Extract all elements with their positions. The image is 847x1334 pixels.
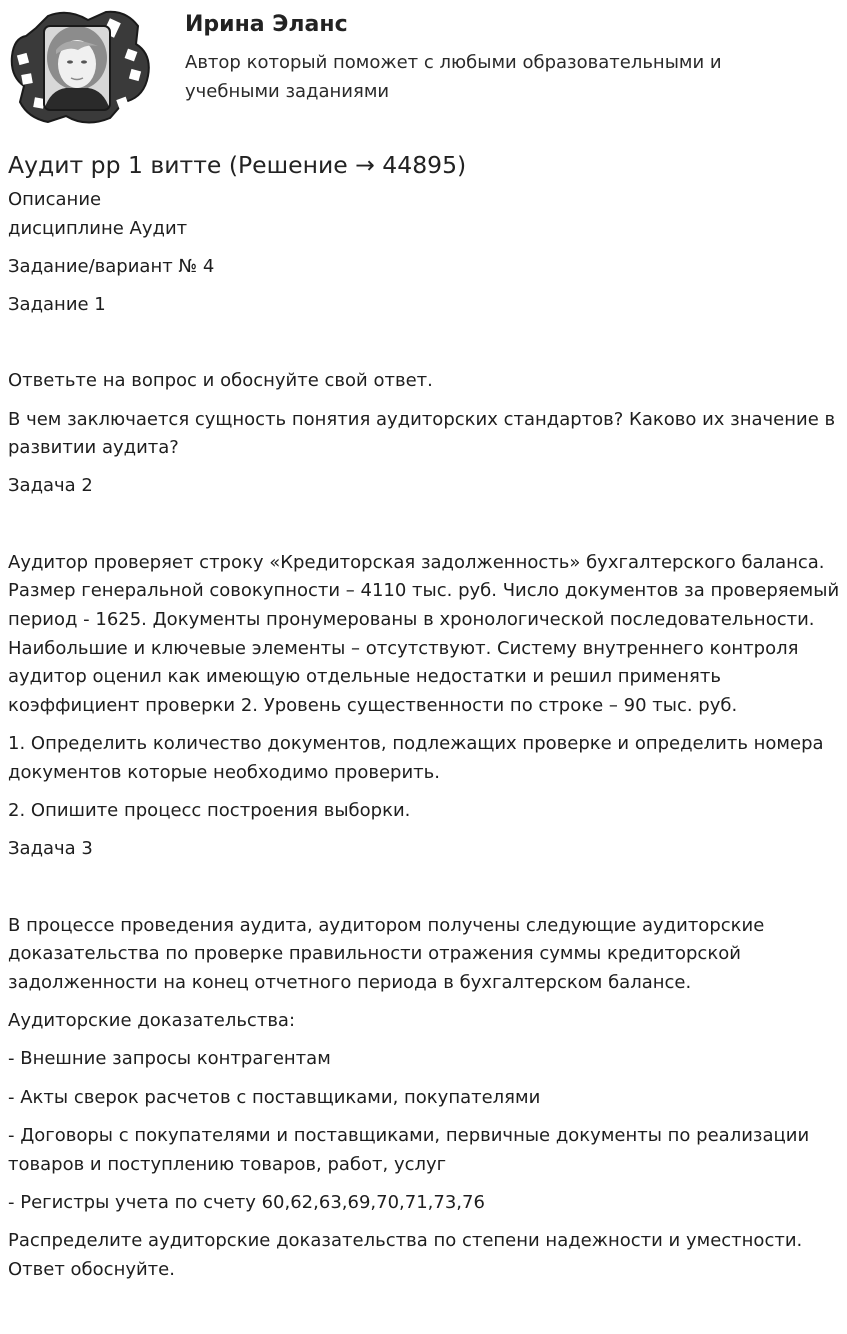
- task-1-heading: Задание 1: [8, 294, 106, 316]
- task-1-instruction: Ответьте на вопрос и обоснуйте свой ответ.: [8, 370, 433, 392]
- discipline-line: дисциплине Аудит: [8, 217, 188, 239]
- variant-line: Задание/вариант № 4: [8, 255, 215, 277]
- evidence-item: - Договоры с покупателями и поставщиками, первичные документы по реализации товаров и поступлению товаров, работ, услуг: [8, 1124, 810, 1175]
- evidence-item: - Акты сверок расчетов с поставщиками, покупателями: [8, 1086, 541, 1108]
- empty-line: [8, 511, 842, 549]
- task-1-question: В чем заключается сущность понятия аудиторских стандартов? Каково их значение в развитии аудита?: [8, 408, 836, 459]
- empty-line: [8, 874, 842, 912]
- task-3-question: Распределите аудиторские доказательства по степени надежности и уместности. Ответ обоснуйте.: [8, 1229, 803, 1280]
- task-2-heading: Задача 2: [8, 475, 93, 497]
- author-avatar[interactable]: [6, 6, 152, 128]
- task-3-body: В процессе проведения аудита, аудитором получены следующие аудиторские доказательства по проверке правильности отражения суммы кредиторской задолженности на конец отчетного периода в бухгалтерском балансе.: [8, 914, 765, 994]
- evidence-heading: Аудиторские доказательства:: [8, 1010, 296, 1032]
- task-2-item-2: 2. Опишите процесс построения выборки.: [8, 800, 411, 822]
- evidence-item: - Внешние запросы контрагентам: [8, 1048, 331, 1070]
- author-name[interactable]: Ирина Эланс: [185, 12, 348, 37]
- empty-line: [8, 329, 842, 367]
- evidence-item: - Регистры учета по счету 60,62,63,69,70,71,73,76: [8, 1191, 485, 1213]
- document-body: [8, 148, 842, 1294]
- author-header: [0, 0, 847, 140]
- description-heading: Описание: [8, 189, 102, 210]
- document-title: Аудит рр 1 витте (Решение → 44895): [8, 151, 467, 179]
- task-2-body: Аудитор проверяет строку «Кредиторская задолженность» бухгалтерского баланса. Размер генеральной совокупности – 4110 тыс. руб. Число документов за проверяемый период - 1625. Документы пронумерованы в хронологической последовательности. Наибольшие и ключевые элементы – отсутствуют. Систему внутреннего контроля аудитор оценил как имеющую отдельные недостатки и решил применять коэффициент проверки 2. Уровень существенности по строке – 90 тыс. руб.: [8, 551, 840, 717]
- author-description: Автор который поможет с любыми образовательными и учебными заданиями: [185, 52, 722, 102]
- film-reel-avatar-icon: [6, 6, 152, 128]
- task-2-item-1: 1. Определить количество документов, подлежащих проверке и определить номера документов которые необходимо проверить.: [8, 733, 824, 784]
- task-3-heading: Задача 3: [8, 838, 93, 860]
